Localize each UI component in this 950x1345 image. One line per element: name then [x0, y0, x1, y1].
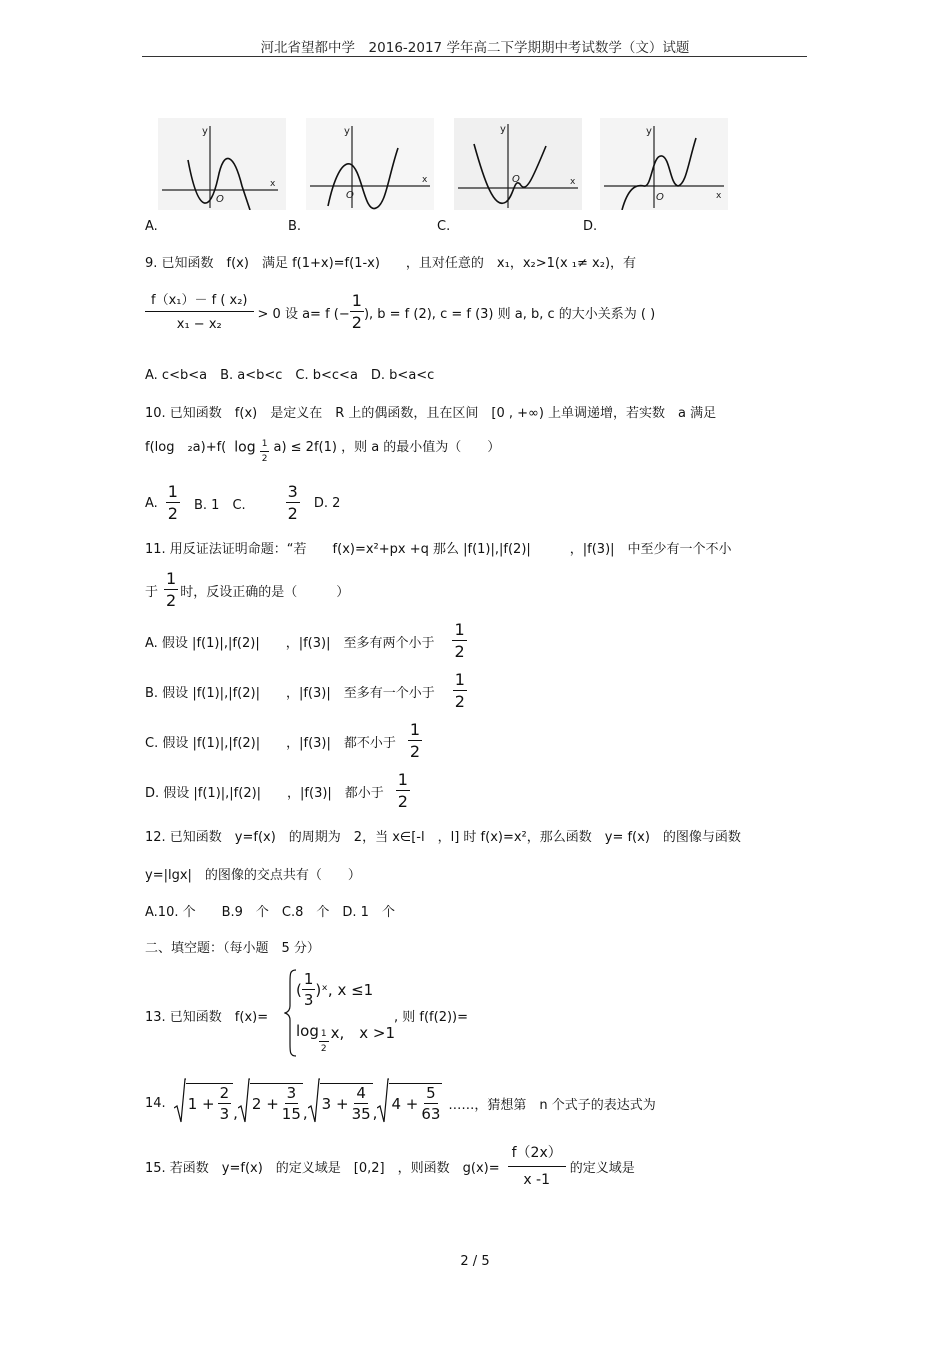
q13-suffix: , 则 f(f(2))=: [394, 1010, 469, 1025]
q10-opt-bc: B. 1 C.: [193, 497, 246, 513]
sqrt-icon: [308, 1078, 320, 1128]
q10-opt-a-den: 2: [167, 504, 178, 523]
graph-a: [158, 118, 286, 210]
graph-c: [454, 118, 582, 210]
graph-b-y: y: [344, 126, 350, 137]
graph-c-o: O: [512, 174, 520, 185]
q11-opt-d-text: D. 假设 |f(1)|,|f(2)| ，|f(3)| 都小于: [145, 785, 384, 801]
q10-stem: 10. 已知函数 f(x) 是定义在 R 上的偶函数，且在区间 [0 , +∞) 上单调递增，若实数 a 满足: [145, 406, 717, 421]
q11-opt-c-text: C. 假设 |f(1)|,|f(2)| ，|f(3)| 都不小于: [145, 735, 396, 751]
option-a-label: A.: [145, 219, 158, 234]
q14-term-frac: [281, 1083, 301, 1123]
q14-term-lead: 4 +: [391, 1094, 419, 1113]
q9-fraction: [145, 294, 254, 331]
q13-case1-frac: [302, 972, 316, 1008]
q10-opt-c-frac: [286, 484, 300, 522]
q11-opt-b-num: 1: [454, 670, 465, 689]
q11-frac-den: 2: [166, 591, 177, 610]
q11-opt-a-text: A. 假设 |f(1)|,|f(2)| ，|f(3)| 至多有两个小于: [145, 635, 435, 651]
q13-case2-log: log: [296, 1022, 319, 1040]
q10-opt-a-num: 1: [167, 482, 178, 501]
q9-half-den: 2: [351, 313, 362, 332]
sqrt-icon: [377, 1078, 389, 1128]
q12-stem-2: y=|lgx| 的图像的交点共有（ ）: [145, 868, 361, 883]
q11-opt-b-text: B. 假设 |f(1)|,|f(2)| ，|f(3)| 至多有一个小于: [145, 685, 435, 701]
q10-log-base-num: 1: [260, 440, 270, 452]
q14-term-lead: 2 +: [251, 1094, 279, 1113]
option-c-label: C.: [437, 219, 451, 234]
q11-option-c: [145, 722, 422, 760]
q14-term-lead: 1 +: [187, 1094, 215, 1113]
q13-case2-den: 2: [320, 1044, 327, 1054]
q10-opt-a: A.: [145, 495, 158, 511]
q11-opt-a-frac: [452, 622, 466, 660]
q11-stem-2: [145, 571, 349, 609]
q14-term-den: 35: [351, 1104, 371, 1123]
q9-options: A. c<b<a B. a<b<c C. b<c<a D. b<a<c: [145, 368, 435, 383]
q10-options: [145, 484, 340, 522]
q14-term-num: 5: [426, 1083, 436, 1102]
q11-line2b: 时，反设正确的是（ ）: [180, 584, 350, 600]
q10-condition: [145, 436, 501, 464]
page-header: 河北省望都中学 2016-2017 学年高二下学期期中考试数学（文）试题: [260, 40, 690, 56]
q11-option-a: [145, 622, 467, 660]
graph-a-x: x: [270, 179, 276, 189]
q12-stem: 12. 已知函数 y=f(x) 的周期为 2，当 x∈[-l ，l] 时 f(x)=x²，那么函数 y= f(x) 的图像与函数: [145, 830, 741, 845]
q15-prefix: 15. 若函数 y=f(x) 的定义域是 [0,2] ，则函数 g(x)=: [145, 1160, 500, 1176]
graph-d-x: x: [716, 191, 722, 201]
q10-log: [234, 436, 269, 464]
graph-c-x: x: [570, 177, 576, 187]
graph-b-x: x: [422, 175, 428, 185]
q14-radical: [174, 1078, 233, 1128]
q10-opt-a-frac: [166, 484, 180, 522]
q10-opt-c-num: 3: [287, 482, 298, 501]
q11-stem: 11. 用反证法证明命题：“若 f(x)=x²+px +q 那么 |f(1)|,|f(2)| ，|f(3)| 中至少有一个不小: [145, 542, 732, 557]
header-rule: [142, 56, 807, 57]
q11-opt-c-den: 2: [409, 742, 421, 761]
graph-b-o: O: [346, 190, 354, 201]
q9-rest: ), b = f (2), c = f (3) 则 a, b, c 的大小关系为 ( ): [363, 306, 656, 322]
q14-term-num: 3: [286, 1083, 297, 1102]
q14-row: [145, 1078, 656, 1128]
q14-radical: [308, 1078, 373, 1128]
q15-row: [145, 1142, 635, 1190]
q15-frac-num: f（2x）: [508, 1146, 566, 1167]
q14-terms: [174, 1078, 443, 1128]
section-fill-in: 二、填空题：（每小题 5 分）: [145, 941, 320, 956]
q13-case1-rest: )ˣ, x ≤1: [315, 981, 374, 999]
q10-log-text: log: [234, 439, 256, 456]
option-d-label: D.: [583, 219, 598, 234]
q11-frac: [164, 571, 178, 609]
q10-line2b: a) ≤ 2f(1) ，则 a 的最小值为（ ）: [273, 440, 501, 455]
q14-separator: ,: [233, 1104, 238, 1122]
q13-case2-num: 1: [319, 1030, 329, 1042]
q10-opt-d: D. 2: [313, 495, 341, 511]
q14-term-den: 63: [421, 1104, 441, 1123]
q14-suffix: ……，猜想第 n 个式子的表达式为: [448, 1097, 656, 1113]
q9-half-num: 1: [351, 291, 362, 310]
q14-term-den: 15: [281, 1104, 301, 1123]
q14-term-den: 3: [219, 1104, 230, 1123]
page-number: 2 / 5: [460, 1254, 490, 1269]
q13-case1-num: 1: [303, 970, 314, 988]
q15-frac-den: x -1: [523, 1171, 551, 1188]
q11-option-d: [145, 772, 410, 810]
q11-opt-d-den: 2: [397, 792, 408, 811]
graph-d-y: y: [646, 126, 652, 137]
graph-c-y: y: [500, 124, 506, 135]
q11-opt-a-den: 2: [454, 642, 465, 661]
graph-a-o: O: [216, 194, 224, 205]
q9-frac-den: x₁ − x₂: [176, 316, 222, 332]
q11-opt-a-num: 1: [454, 620, 465, 639]
q15-suffix: 的定义域是: [569, 1160, 635, 1176]
q14-term-num: 2: [219, 1083, 230, 1102]
q14-term-frac: [218, 1083, 232, 1123]
q11-opt-d-frac: [396, 772, 410, 810]
q11-frac-num: 1: [166, 569, 177, 588]
q13-prefix: 13. 已知函数 f(x)=: [145, 1010, 269, 1025]
q9-stem: 9. 已知函数 f(x) 满足 f(1+x)=f(1-x) ，且对任意的 x₁，x₂>1(x ₁≠ x₂)，有: [145, 256, 637, 271]
q9-after: > 0 设 a= f (−: [257, 306, 350, 322]
sqrt-icon: [238, 1078, 250, 1128]
q13-case-1: [296, 972, 373, 1008]
q15-frac: [508, 1146, 566, 1187]
q11-opt-d-num: 1: [397, 770, 408, 789]
q14-prefix: 14.: [145, 1095, 166, 1111]
q13-case2-rest: x, x >1: [330, 1024, 396, 1042]
q14-term-lead: 3 +: [321, 1094, 349, 1113]
q14-term-frac: [351, 1083, 371, 1123]
graph-a-y: y: [202, 126, 208, 137]
sqrt-icon: [174, 1078, 186, 1128]
q11-opt-c-frac: [408, 722, 422, 760]
q11-opt-b-frac: [453, 672, 467, 710]
q14-separator: ,: [372, 1104, 378, 1122]
q14-radical: [377, 1078, 442, 1128]
q14-separator: ,: [302, 1104, 308, 1122]
q10-log-base: [260, 440, 270, 464]
option-b-label: B.: [288, 219, 302, 234]
graph-d: [600, 118, 728, 210]
q14-radical: [238, 1078, 303, 1128]
q10-opt-c-den: 2: [287, 504, 298, 523]
q13-case2-base: [319, 1030, 329, 1054]
q10-line2a: f(log ₂a)+f(: [145, 440, 227, 455]
q11-opt-c-num: 1: [409, 720, 421, 739]
q9-half: [350, 293, 364, 331]
q11-option-b: [145, 672, 467, 710]
q9-frac-num: f（x₁）－ f ( x₂): [145, 294, 254, 312]
q14-term-num: 4: [356, 1083, 366, 1102]
graph-b: [306, 118, 434, 210]
graph-d-o: O: [656, 192, 664, 203]
q13-case-2: [296, 1022, 396, 1054]
q9-condition: [145, 293, 655, 331]
q11-opt-b-den: 2: [454, 692, 465, 711]
q11-line2a: 于: [145, 584, 159, 600]
q10-log-base-den: 2: [261, 454, 268, 464]
q13-case1-open: (: [296, 981, 302, 999]
q12-options: A.10. 个 B.9 个 C.8 个 D. 1 个: [145, 905, 395, 920]
q13-case1-den: 3: [303, 991, 314, 1009]
q14-term-frac: [421, 1083, 441, 1123]
